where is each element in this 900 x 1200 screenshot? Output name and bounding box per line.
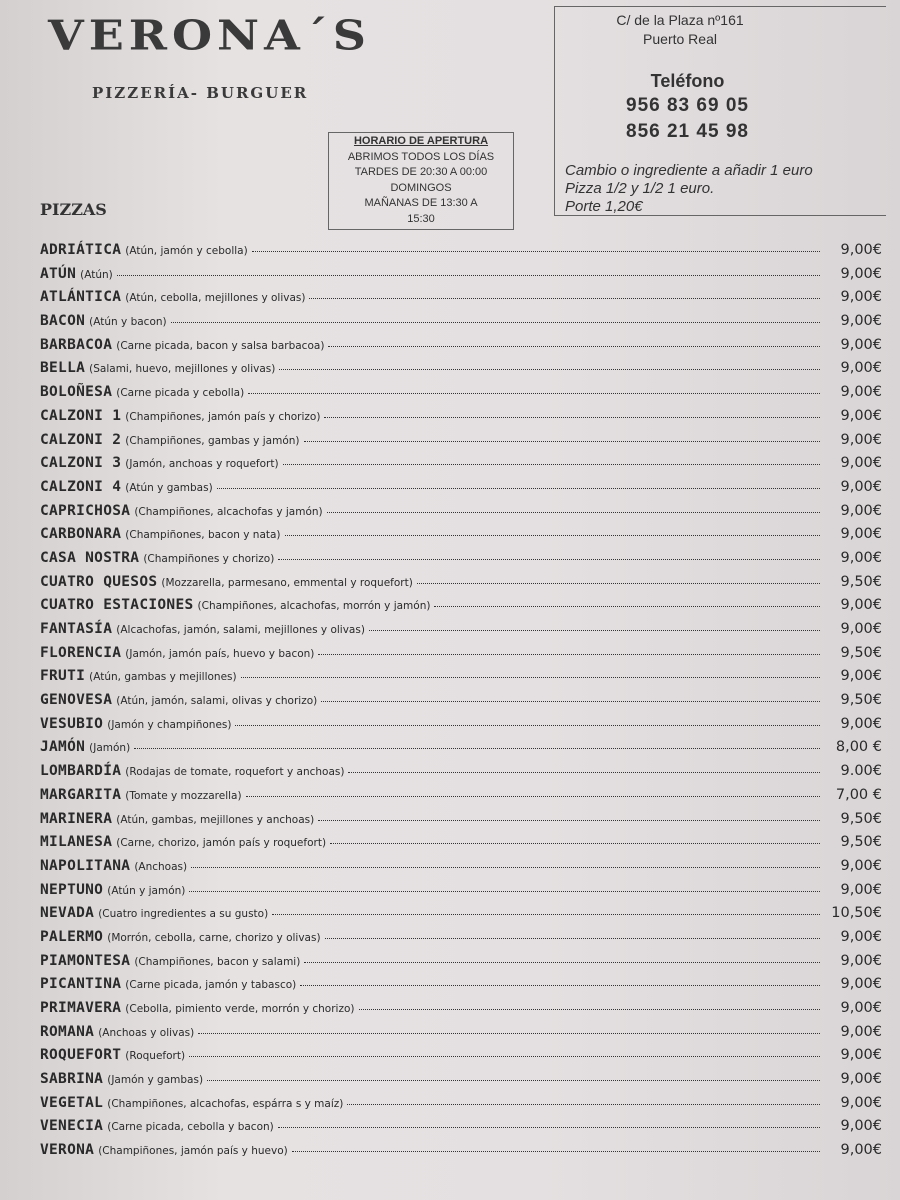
dotted-leader xyxy=(434,606,820,607)
dotted-leader xyxy=(325,938,820,939)
menu-item xyxy=(40,242,882,266)
menu-item xyxy=(40,1095,882,1119)
menu-item-name: BELLA xyxy=(40,360,86,377)
menu-item xyxy=(40,360,882,384)
menu-item-name: ROMANA xyxy=(40,1023,95,1040)
opening-hours-line: DOMINGOS xyxy=(390,181,452,194)
menu-item-price: 9,00€ xyxy=(840,1118,882,1135)
menu-item-name: VEGETAL xyxy=(40,1094,104,1111)
menu-item-price: 9,00€ xyxy=(840,242,882,258)
menu-item xyxy=(40,692,882,716)
menu-item-description: (Atún, gambas, mejillones y anchoas) xyxy=(116,813,315,826)
dotted-leader xyxy=(278,1127,820,1128)
menu-item-description: (Atún y gambas) xyxy=(125,481,213,494)
menu-item-price: 9,00€ xyxy=(840,976,882,993)
menu-item-description: (Cebolla, pimiento verde, morrón y chorizo) xyxy=(125,1003,355,1015)
opening-hours-line: MAÑANAS DE 13:30 A xyxy=(364,197,478,209)
menu-item-description: (Tomate y mozzarella) xyxy=(125,789,242,802)
menu-item-name: CALZONI 3 xyxy=(40,455,122,472)
menu-item xyxy=(40,716,882,740)
brand-title: VERONA´S xyxy=(48,10,372,60)
menu-item-description: (Champiñones y chorizo) xyxy=(143,552,275,565)
menu-item-description: (Salami, huevo, mejillones y olivas) xyxy=(89,363,276,376)
menu-item-name: MILANESA xyxy=(40,834,113,851)
menu-item-name: ROQUEFORT xyxy=(40,1047,122,1064)
menu-item-description: (Carne, chorizo, jamón país y roquefort) xyxy=(116,837,327,850)
menu-item-name: CASA NOSTRA xyxy=(40,549,140,566)
menu-item xyxy=(40,929,882,953)
menu-item xyxy=(40,574,882,598)
menu-item-name: NEPTUNO xyxy=(40,881,104,898)
menu-item-name: JAMÓN xyxy=(40,739,86,756)
menu-item xyxy=(40,976,882,1000)
menu-item-description: (Anchoas y olivas) xyxy=(98,1026,195,1039)
menu-item-name: VENECIA xyxy=(40,1118,104,1135)
menu-item xyxy=(40,621,882,645)
menu-item-price: 9,00€ xyxy=(840,502,882,519)
dotted-leader xyxy=(347,1104,820,1105)
menu-item-price: 9,00€ xyxy=(840,952,882,969)
menu-item-description: (Jamón, anchoas y roquefort) xyxy=(125,458,279,471)
brand-subtitle: PIZZERÍA- BURGUER xyxy=(92,84,309,102)
opening-hours-line: TARDES DE 20:30 A 00:00 xyxy=(354,166,488,178)
dotted-leader xyxy=(217,488,820,489)
menu-item-name: ADRIÁTICA xyxy=(40,242,122,258)
dotted-leader xyxy=(309,298,820,299)
menu-item xyxy=(40,1118,882,1142)
menu-item xyxy=(40,455,882,479)
menu-item-price: 9,00€ xyxy=(840,265,882,282)
menu-item-description: (Rodajas de tomate, roquefort y anchoas) xyxy=(125,766,345,779)
dotted-leader xyxy=(304,962,820,963)
dotted-leader xyxy=(369,630,820,631)
menu-item-price: 9,00€ xyxy=(840,526,882,543)
dotted-leader xyxy=(248,393,820,394)
menu-item-description: (Carne picada, bacon y salsa barbacoa) xyxy=(116,339,325,352)
dotted-leader xyxy=(235,725,820,726)
menu-item-price: 9,00€ xyxy=(840,549,882,566)
menu-item xyxy=(40,739,882,763)
menu-item-description: (Carne picada, jamón y tabasco) xyxy=(125,979,297,992)
menu-item-description: (Morrón, cebolla, carne, chorizo y olivas) xyxy=(107,931,321,944)
opening-hours-line: ABRIMOS TODOS LOS DÍAS xyxy=(347,150,495,163)
note-half-half: Pizza 1/2 y 1/2 1 euro. xyxy=(565,180,715,197)
address-line-1: C/ de la Plaza nº161 xyxy=(616,12,744,28)
menu-item xyxy=(40,313,882,337)
menu-item-description: (Champiñones, bacon y salami) xyxy=(134,955,301,968)
dotted-leader xyxy=(117,275,820,276)
dotted-leader xyxy=(171,322,820,323)
menu-item-name: LOMBARDÍA xyxy=(40,763,122,780)
menu-item-price: 9,00€ xyxy=(840,313,882,330)
dotted-leader xyxy=(417,583,820,584)
menu-item-description: (Jamón y gambas) xyxy=(107,1074,204,1087)
menu-item xyxy=(40,432,882,456)
menu-item-price: 9,00€ xyxy=(840,621,882,637)
menu-item-name: ATLÁNTICA xyxy=(40,289,122,306)
menu-item-name: FRUTI xyxy=(40,668,86,685)
dotted-leader xyxy=(292,1151,820,1152)
menu-item-description: (Anchoas) xyxy=(134,860,188,873)
menu-item-name: PICANTINA xyxy=(40,976,122,993)
menu-item xyxy=(40,266,882,290)
menu-item-description: (Atún) xyxy=(80,268,113,281)
menu-item-description: (Champiñones, bacon y nata) xyxy=(125,529,281,542)
menu-item-description: (Jamón) xyxy=(89,742,131,755)
menu-item-price: 10,50€ xyxy=(831,905,882,922)
dotted-leader xyxy=(328,346,820,347)
contact-box xyxy=(554,6,886,216)
menu-item-name: PRIMAVERA xyxy=(40,1000,122,1016)
menu-item-description: (Jamón, jamón país, huevo y bacon) xyxy=(125,647,315,660)
menu-item-price: 9,00€ xyxy=(840,881,882,898)
menu-item xyxy=(40,597,882,621)
menu-item-name: CALZONI 2 xyxy=(40,431,122,448)
menu-item xyxy=(40,905,882,929)
dotted-leader xyxy=(246,796,820,797)
opening-hours-title: HORARIO DE APERTURA xyxy=(353,135,489,147)
menu-item-description: (Champiñones, gambas y jamón) xyxy=(125,434,300,447)
menu-item-name: BOLOÑESA xyxy=(40,384,113,401)
menu-item-description: (Champiñones, alcachofas, morrón y jamón) xyxy=(197,600,431,613)
menu-item xyxy=(40,882,882,906)
menu-item-price: 9,00€ xyxy=(840,336,882,353)
menu-item-description: (Atún, jamón y cebolla) xyxy=(125,245,248,257)
dotted-leader xyxy=(285,535,820,536)
dotted-leader xyxy=(321,701,820,702)
menu-item-description: (Atún, cebolla, mejillones y olivas) xyxy=(125,292,306,305)
menu-item-name: NEVADA xyxy=(40,905,95,922)
dotted-leader xyxy=(359,1009,821,1010)
note-extra-ingredient: Cambio o ingrediente a añadir 1 euro xyxy=(565,162,813,179)
menu-item-name: MARINERA xyxy=(40,810,113,827)
dotted-leader xyxy=(241,677,820,678)
menu-item xyxy=(40,384,882,408)
menu-item xyxy=(40,1047,882,1071)
menu-item xyxy=(40,408,882,432)
menu-item xyxy=(40,1071,882,1095)
pizza-list xyxy=(40,242,882,1166)
address-line-2: Puerto Real xyxy=(643,31,717,47)
menu-item-price: 9,00€ xyxy=(840,857,882,874)
menu-item-name: ATÚN xyxy=(40,265,77,282)
menu-item-name: FLORENCIA xyxy=(40,644,122,661)
opening-hours-box xyxy=(328,132,514,230)
menu-item xyxy=(40,479,882,503)
section-title-pizzas: PIZZAS xyxy=(40,200,107,219)
dotted-leader xyxy=(348,772,820,773)
dotted-leader xyxy=(189,891,820,892)
menu-item-price: 8,00 € xyxy=(835,739,882,756)
menu-item-price: 9,00€ xyxy=(840,1094,882,1111)
menu-item-price: 9,00€ xyxy=(840,407,882,424)
menu-item-name: CUATRO QUESOS xyxy=(40,573,158,590)
menu-item-price: 9,00€ xyxy=(840,715,882,732)
menu-item-name: MARGARITA xyxy=(40,786,122,803)
dotted-leader xyxy=(327,512,820,513)
menu-item-description: (Champiñones, jamón país y chorizo) xyxy=(125,410,321,423)
menu-item xyxy=(40,953,882,977)
menu-item xyxy=(40,811,882,835)
menu-item-description: (Alcachofas, jamón, salami, mejillones y olivas) xyxy=(116,624,365,636)
menu-item xyxy=(40,526,882,550)
menu-item-name: CALZONI 1 xyxy=(40,407,122,424)
menu-item-price: 9,00€ xyxy=(840,384,882,401)
menu-item-price: 9.00€ xyxy=(840,763,882,780)
dotted-leader xyxy=(198,1033,820,1034)
dotted-leader xyxy=(324,417,820,418)
menu-item-price: 9,00€ xyxy=(840,478,882,495)
menu-item-price: 9,50€ xyxy=(840,692,882,709)
phone-label: Teléfono xyxy=(650,71,725,91)
menu-item xyxy=(40,1024,882,1048)
menu-item-price: 9,00€ xyxy=(840,455,882,472)
menu-item xyxy=(40,787,882,811)
menu-item-price: 9,00€ xyxy=(840,1000,882,1016)
menu-item-name: CAPRICHOSA xyxy=(40,502,131,519)
menu-item-description: (Champiñones, alcachofas, espárra s y maíz) xyxy=(107,1097,344,1110)
menu-item xyxy=(40,645,882,669)
menu-item-description: (Champiñones, alcachofas y jamón) xyxy=(134,505,323,518)
menu-item-name: CALZONI 4 xyxy=(40,478,122,495)
menu-item-price: 7,00 € xyxy=(835,786,882,803)
dotted-leader xyxy=(278,559,820,560)
menu-item-description: (Atún, gambas y mejillones) xyxy=(89,671,237,684)
dotted-leader xyxy=(318,654,820,655)
menu-item-description: (Atún y bacon) xyxy=(89,316,167,329)
menu-item-description: (Jamón y champiñones) xyxy=(107,718,232,731)
menu-item-price: 9,00€ xyxy=(840,668,882,685)
menu-item-price: 9,00€ xyxy=(840,360,882,377)
dotted-leader xyxy=(283,464,820,465)
dotted-leader xyxy=(189,1056,820,1057)
dotted-leader xyxy=(207,1080,820,1081)
menu-item-description: (Carne picada y cebolla) xyxy=(116,387,245,400)
menu-item xyxy=(40,834,882,858)
menu-item-price: 9,00€ xyxy=(840,431,882,448)
menu-item xyxy=(40,763,882,787)
menu-item xyxy=(40,668,882,692)
menu-item xyxy=(40,337,882,361)
menu-item-price: 9,50€ xyxy=(840,834,882,851)
menu-item-price: 9,00€ xyxy=(840,597,882,614)
menu-item-description: (Champiñones, jamón país y huevo) xyxy=(98,1145,288,1158)
menu-item-price: 9,50€ xyxy=(840,573,882,590)
phone-number-2: 856 21 45 98 xyxy=(626,121,749,142)
menu-item-name: CUATRO ESTACIONES xyxy=(40,597,194,614)
menu-item-name: VESUBIO xyxy=(40,715,104,732)
menu-item-price: 9,00€ xyxy=(840,289,882,306)
menu-item-price: 9,00€ xyxy=(840,1023,882,1040)
menu-item-name: SABRINA xyxy=(40,1071,104,1088)
menu-item-description: (Carne picada, cebolla y bacon) xyxy=(107,1121,274,1134)
menu-item-name: BACON xyxy=(40,313,86,330)
dotted-leader xyxy=(318,820,820,821)
menu-item-name: GENOVESA xyxy=(40,692,113,709)
menu-item-price: 9,00€ xyxy=(840,1047,882,1064)
menu-item-price: 9,00€ xyxy=(840,1142,882,1159)
menu-item-price: 9,50€ xyxy=(840,810,882,827)
menu-item xyxy=(40,1142,882,1166)
menu-item-description: (Cuatro ingredientes a su gusto) xyxy=(98,908,269,921)
menu-item-price: 9,50€ xyxy=(840,644,882,661)
menu-item-name: BARBACOA xyxy=(40,336,113,353)
menu-item-price: 9,00€ xyxy=(840,928,882,945)
menu-item-description: (Roquefort) xyxy=(125,1050,186,1063)
opening-hours-line: 15:30 xyxy=(407,212,435,225)
dotted-leader xyxy=(134,748,820,749)
menu-item-description: (Mozzarella, parmesano, emmental y roquefort) xyxy=(161,576,413,589)
menu-item-name: VERONA xyxy=(40,1142,95,1159)
dotted-leader xyxy=(272,914,820,915)
menu-item-description: (Atún y jamón) xyxy=(107,884,186,897)
note-delivery: Porte 1,20€ xyxy=(565,198,643,215)
menu-item-description: (Atún, jamón, salami, olivas y chorizo) xyxy=(116,695,318,708)
dotted-leader xyxy=(330,843,820,844)
menu-item-name: FANTASÍA xyxy=(40,621,113,637)
dotted-leader xyxy=(279,369,820,370)
menu-item xyxy=(40,289,882,313)
menu-item xyxy=(40,503,882,527)
menu-item-name: PALERMO xyxy=(40,928,104,945)
menu-item xyxy=(40,550,882,574)
menu-item-price: 9,00€ xyxy=(840,1071,882,1088)
dotted-leader xyxy=(304,441,821,442)
menu-item-name: PIAMONTESA xyxy=(40,952,131,969)
menu-item-name: NAPOLITANA xyxy=(40,857,131,874)
menu-item-name: CARBONARA xyxy=(40,526,122,543)
dotted-leader xyxy=(300,985,820,986)
dotted-leader xyxy=(252,251,820,252)
menu-item xyxy=(40,858,882,882)
phone-number-1: 956 83 69 05 xyxy=(626,95,749,116)
dotted-leader xyxy=(191,867,820,868)
menu-item xyxy=(40,1000,882,1024)
